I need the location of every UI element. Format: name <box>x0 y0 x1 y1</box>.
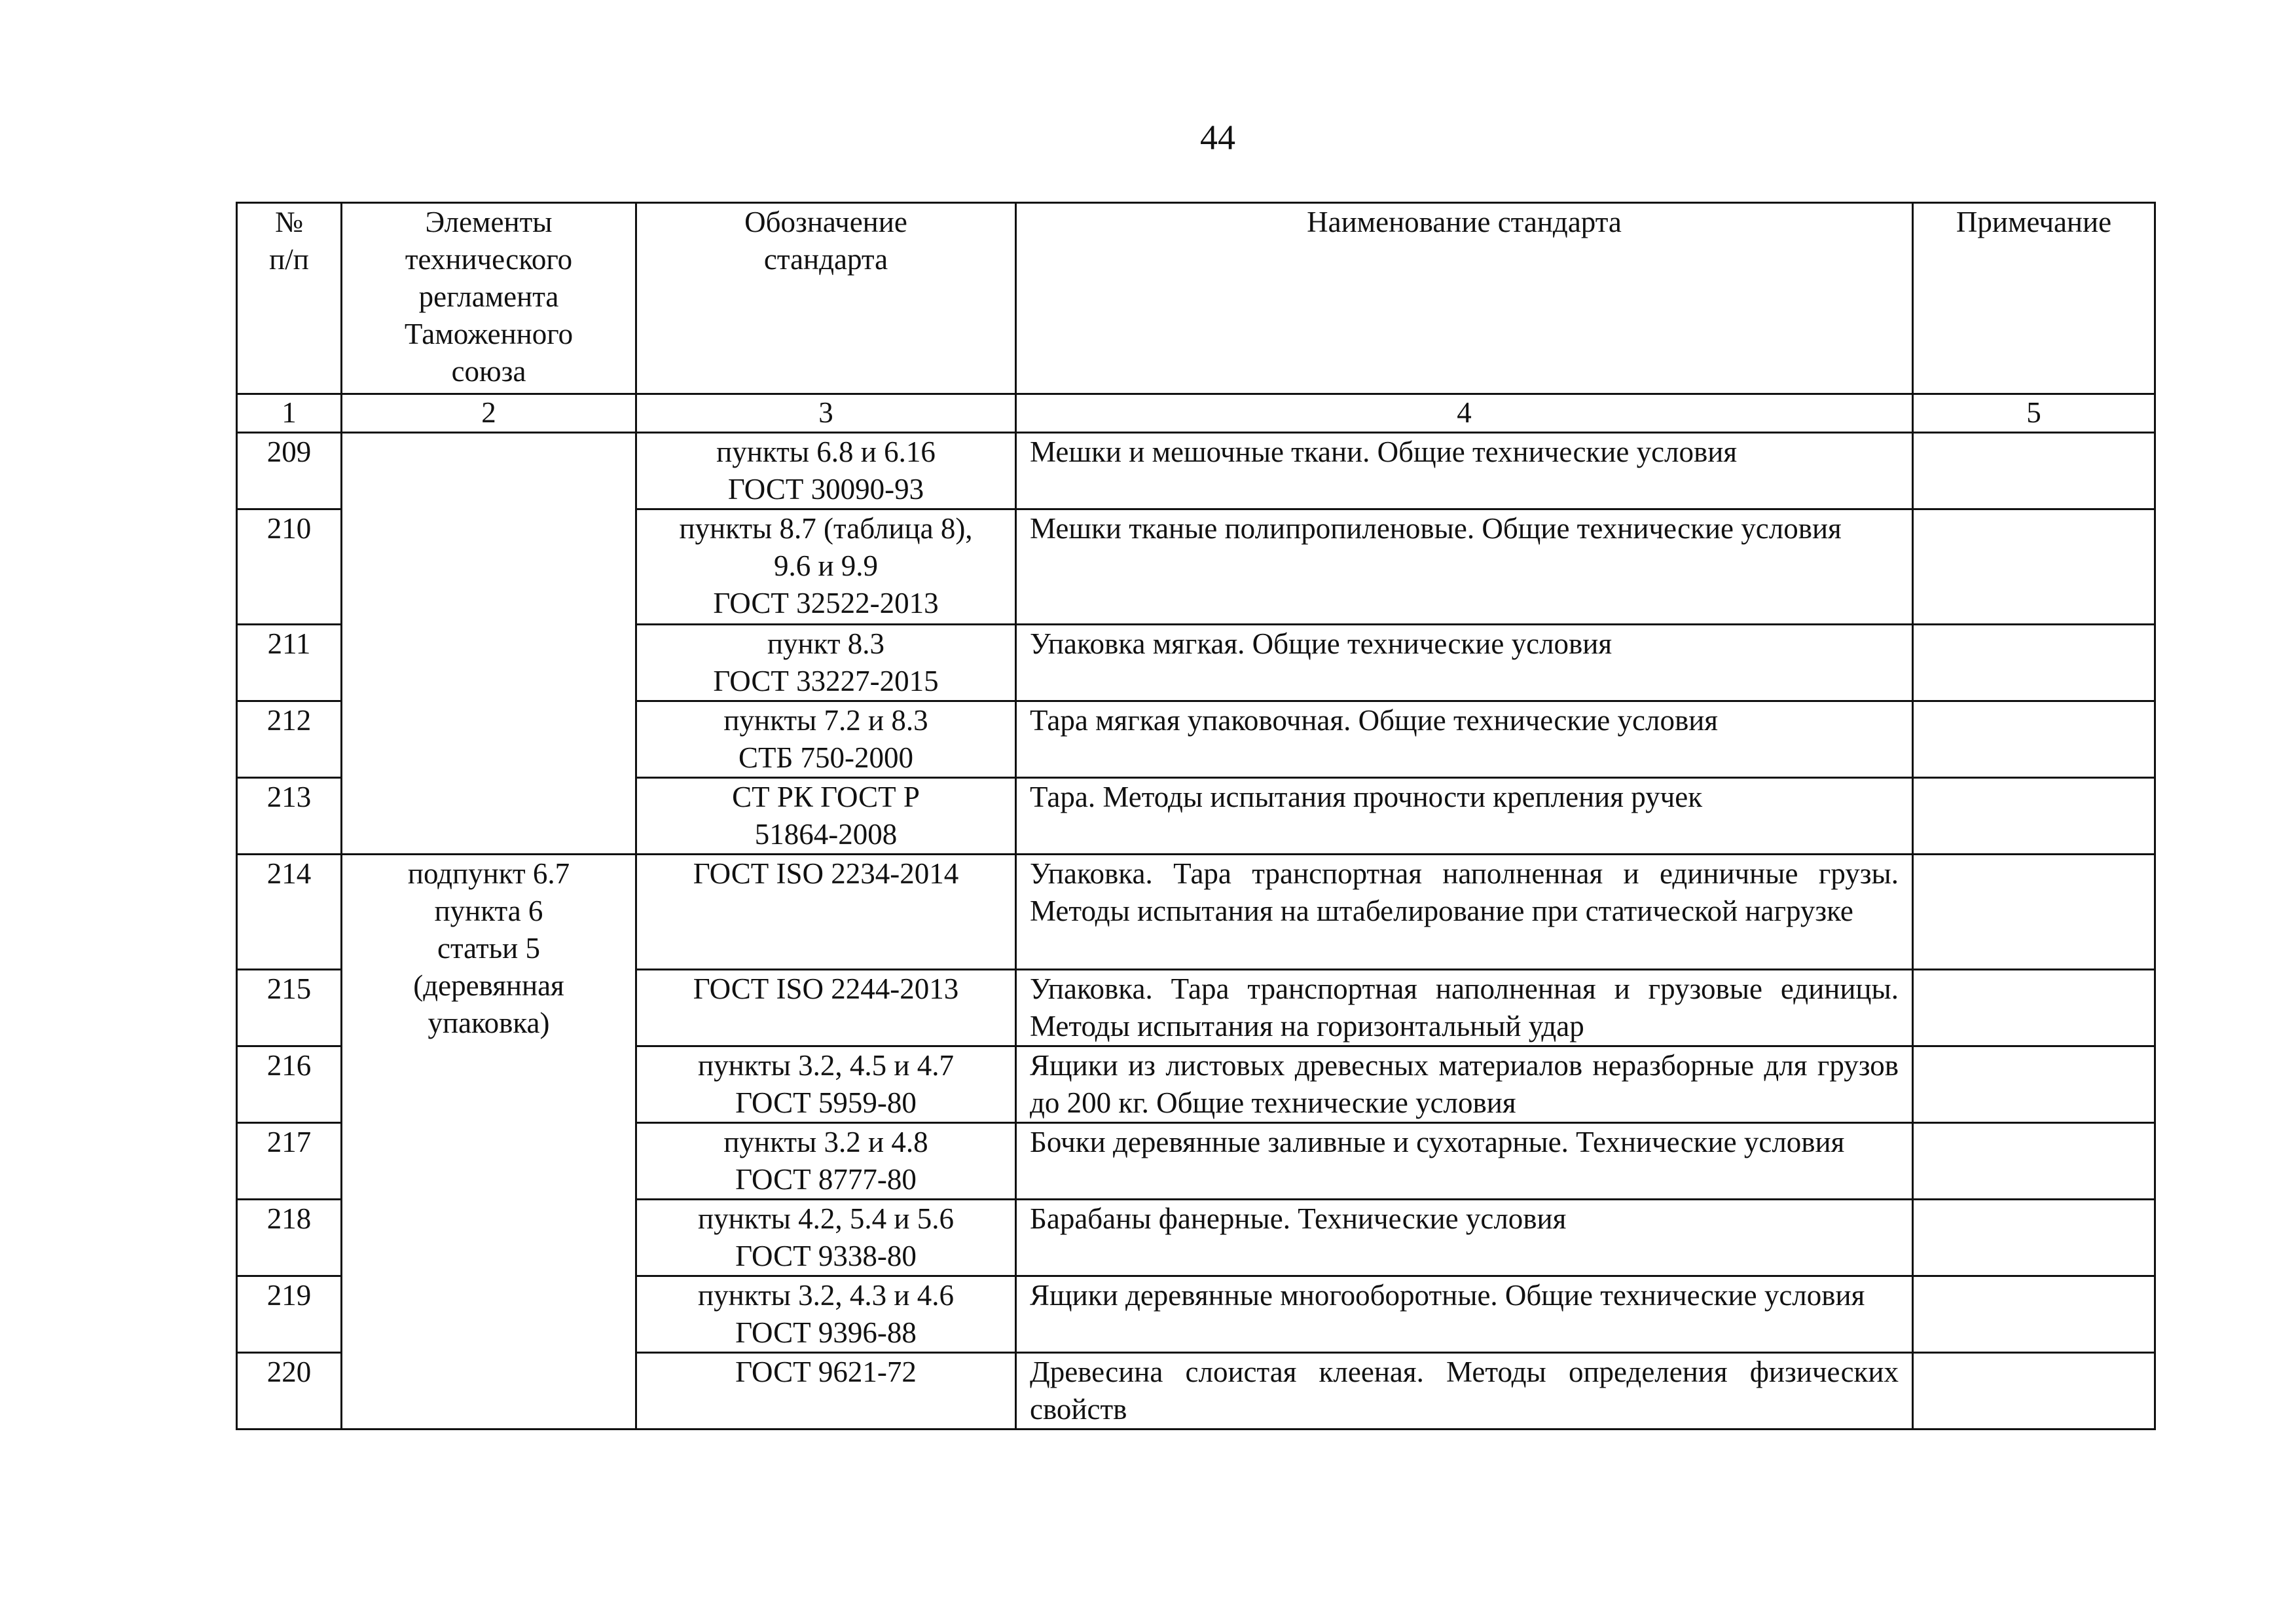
note <box>1913 1200 2155 1276</box>
standard-name: Упаковка. Тара транспортная наполненная и грузовые единицы. Методы испытания на горизонтальный удар <box>1016 970 1913 1046</box>
note <box>1913 433 2155 509</box>
standard-name: Упаковка мягкая. Общие технические условия <box>1016 625 1913 701</box>
standard-name: Мешки и мешочные ткани. Общие технические условия <box>1016 433 1913 509</box>
standard-name: Древесина слоистая клееная. Методы определения физических свойств <box>1016 1353 1913 1430</box>
standard-name: Мешки тканые полипропиленовые. Общие технические условия <box>1016 509 1913 625</box>
row-number: 214 <box>237 855 342 970</box>
standard-designation: ГОСТ ISO 2244-2013 <box>636 970 1016 1046</box>
note <box>1913 509 2155 625</box>
note <box>1913 778 2155 855</box>
note <box>1913 625 2155 701</box>
row-number: 218 <box>237 1200 342 1276</box>
standard-designation: пункты 8.7 (таблица 8), 9.6 и 9.9 ГОСТ 32522-2013 <box>636 509 1016 625</box>
note <box>1913 1276 2155 1353</box>
note <box>1913 1353 2155 1430</box>
column-number: 3 <box>636 394 1016 433</box>
standard-designation: ГОСТ 9621-72 <box>636 1353 1016 1430</box>
row-number: 210 <box>237 509 342 625</box>
standard-designation: СТ РК ГОСТ Р 51864-2008 <box>636 778 1016 855</box>
note <box>1913 1046 2155 1123</box>
standard-designation: пункты 3.2 и 4.8 ГОСТ 8777-80 <box>636 1123 1016 1200</box>
standard-designation: пункты 7.2 и 8.3 СТБ 750-2000 <box>636 701 1016 778</box>
note <box>1913 701 2155 778</box>
standard-name: Тара мягкая упаковочная. Общие технические условия <box>1016 701 1913 778</box>
standard-name: Бочки деревянные заливные и сухотарные. Технические условия <box>1016 1123 1913 1200</box>
standard-name: Упаковка. Тара транспортная наполненная и единичные грузы. Методы испытания на штабелирование при статической нагрузке <box>1016 855 1913 970</box>
standard-name: Тара. Методы испытания прочности крепления ручек <box>1016 778 1913 855</box>
table-row <box>237 433 2155 509</box>
table-row <box>237 855 2155 970</box>
note <box>1913 970 2155 1046</box>
row-number: 217 <box>237 1123 342 1200</box>
row-number: 213 <box>237 778 342 855</box>
header-regulation-elements: Элементы технического регламента Таможенного союза <box>342 203 636 394</box>
standard-designation: пункты 6.8 и 6.16 ГОСТ 30090-93 <box>636 433 1016 509</box>
standard-designation: ГОСТ ISO 2234-2014 <box>636 855 1016 970</box>
standard-designation: пункты 4.2, 5.4 и 5.6 ГОСТ 9338-80 <box>636 1200 1016 1276</box>
row-number: 219 <box>237 1276 342 1353</box>
header-standard-designation: Обозначение стандарта <box>636 203 1016 394</box>
table-header-row <box>237 203 2155 394</box>
standard-name: Ящики из листовых древесных материалов неразборные для грузов до 200 кг. Общие технические условия <box>1016 1046 1913 1123</box>
row-number: 220 <box>237 1353 342 1430</box>
regulation-element-empty <box>342 433 636 855</box>
column-number: 2 <box>342 394 636 433</box>
note <box>1913 855 2155 970</box>
standards-table <box>236 202 2156 1430</box>
header-standard-name: Наименование стандарта <box>1016 203 1913 394</box>
standard-designation: пункты 3.2, 4.3 и 4.6 ГОСТ 9396-88 <box>636 1276 1016 1353</box>
standard-designation: пункт 8.3 ГОСТ 33227-2015 <box>636 625 1016 701</box>
column-number: 4 <box>1016 394 1913 433</box>
row-number: 215 <box>237 970 342 1046</box>
standard-name: Барабаны фанерные. Технические условия <box>1016 1200 1913 1276</box>
header-note: Примечание <box>1913 203 2155 394</box>
regulation-element: подпункт 6.7 пункта 6 статьи 5 (деревянная упаковка) <box>342 855 636 1430</box>
note <box>1913 1123 2155 1200</box>
header-number: № п/п <box>237 203 342 394</box>
column-numbers-row <box>237 394 2155 433</box>
row-number: 211 <box>237 625 342 701</box>
column-number: 5 <box>1913 394 2155 433</box>
row-number: 209 <box>237 433 342 509</box>
row-number: 216 <box>237 1046 342 1123</box>
column-number: 1 <box>237 394 342 433</box>
row-number: 212 <box>237 701 342 778</box>
standard-designation: пункты 3.2, 4.5 и 4.7 ГОСТ 5959-80 <box>636 1046 1016 1123</box>
page-number: 44 <box>1200 118 1235 157</box>
standard-name: Ящики деревянные многооборотные. Общие технические условия <box>1016 1276 1913 1353</box>
